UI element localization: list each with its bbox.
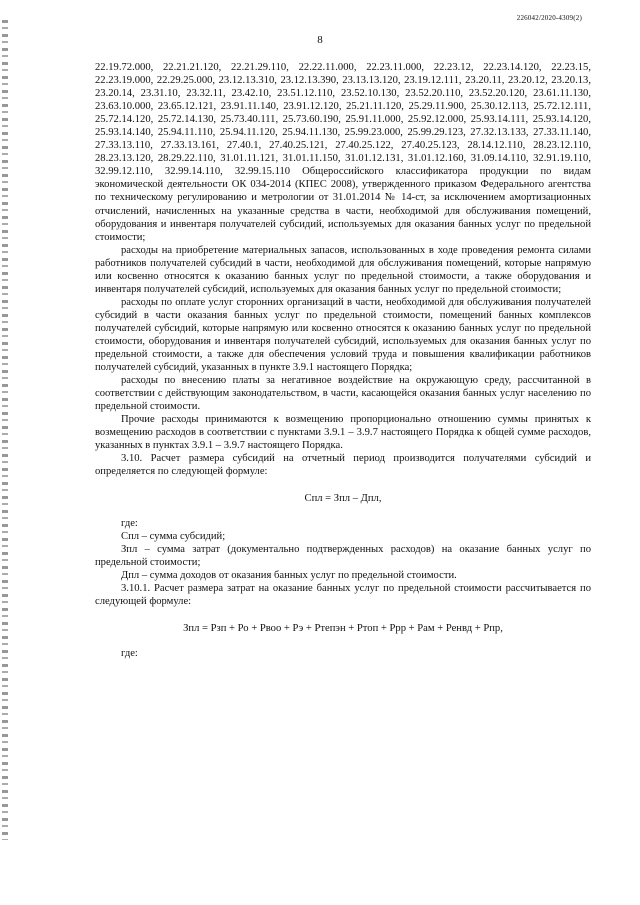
paragraph-environmental-fee: расходы по внесению платы за негативное воздействие на окружающую среду, рассчитанной в соответствии с действующим законодательством, в части, касающейся оказания банных услуг населению по предельной стоимости. — [95, 375, 591, 413]
paragraph-other-expenses: Прочие расходы принимаются к возмещению пропорционально отношению суммы принятых к возмещению расходов в соответствии с пунктами 3.9.1 – 3.9.7 настоящего Порядка к общей сумме расходов, указанных в пунктах 3.9.1 – 3.9.7 настоящего Порядка. — [95, 414, 591, 452]
margin-stamp-strip — [2, 20, 8, 840]
paragraph-material-expenses: расходы на приобретение материальных запасов, использованных в ходе проведения ремонта силами работников получателей субсидий в части, необходимой для обслуживания помещений, которые напрямую или косвенно относятся к оказанию банных услуг по предельной стоимости, а также оборудования и инвентаря получателей субсидий, используемых для оказания банных услуг по предельной стоимости; — [95, 244, 591, 295]
page-number: 8 — [317, 34, 323, 46]
where-label-2: где: — [121, 647, 138, 659]
definition-spl: Спл – сумма субсидий; — [121, 530, 226, 542]
paragraph-third-party-services: расходы по оплате услуг сторонних организаций в части, необходимой для обслуживания получателей субсидий в части оказания банных услуг по предельной стоимости, помещений банных комплексов получателей субсидий, которые напрямую или косвенно относятся к оказанию банных услуг по предельной стоимости, оборудования и инвентаря получателей субсидий, используемых для оказания банных услуг по предельной стоимости, а также для обеспечения условий труда и повышения квалификации работников получателей субсидий, указанных в пункте 3.9.1 настоящего Порядка; — [95, 296, 591, 374]
paragraph-section-3-10: 3.10. Расчет размера субсидий на отчетный период производится получателями субсидий и определяется по следующей формуле: — [95, 453, 591, 478]
formula-subsidy: Спл = Зпл – Дпл, — [304, 492, 382, 504]
definition-zpl: Зпл – сумма затрат (документально подтвержденных расходов) на оказание банных услуг по предельной стоимости; — [95, 543, 591, 568]
formula-costs: Зпл = Рзп + Ро + Рвоо + Рэ + Ртепэн + Ртоп + Ррр + Рам + Ренвд + Рпр, — [183, 622, 503, 634]
paragraph-codes-list: 22.19.72.000, 22.21.21.120, 22.21.29.110, 22.22.11.000, 22.23.11.000, 22.23.12, 22.23.14.120, 22.23.15, 22.23.19.000, 22.29.25.000, 23.12.13.310, 23.12.13.390, 23.13.13.120, 23.19.12.111, 23.20.11, 23.20.12, 23.20.13, 23.20.14, 23.31.10, 23.32.11, 23.42.10, 23.51.12.110, 23.52.10.130, 23.52.20.110, 23.52.20.120, 23.61.11.130, 23.63.10.000, 23.65.12.121, 23.91.11.140, 23.91.12.120, 25.21.11.120, 25.29.11.900, 25.30.12.113, 25.72.12.111, 25.72.14.120, 25.72.14.130, 25.73.40.111, 25.73.60.190, 25.91.11.000, 25.92.12.000, 25.93.14.111, 25.93.14.120, 25.93.14.140, 25.94.11.110, 25.94.11.120, 25.94.11.130, 25.99.23.000, 25.99.29.123, 27.32.13.133, 27.33.11.140, 27.33.13.110, 27.33.13.161, 27.40.1, 27.40.25.121, 27.40.25.122, 27.40.25.123, 28.14.12.110, 28.23.12.110, 28.23.13.120, 28.29.22.110, 31.01.11.121, 31.01.11.150, 31.01.12.131, 31.01.12.160, 31.09.14.110, 32.91.19.110, 32.99.12.110, 32.99.14.110, 32.99.15.110 Общероссийского классификатора продукции по видам экономической деятельности ОК 034-2014 (КПЕС 2008), утвержденного приказом Федерального агентства по техническому регулированию и метрологии от 31.01.2014 № 14-ст, за исключением амортизационных отчислений, начисленных на указанные средства в части, необходимой для обслуживания помещений, оборудования и инвентаря получателей субсидий, используемых для оказания банных услуг по предельной стоимости; — [95, 62, 591, 243]
paragraph-section-3-10-1: 3.10.1. Расчет размера затрат на оказание банных услуг по предельной стоимости рассчитывается по следующей формуле: — [95, 582, 591, 607]
document-number: 226042/2020-4309(2) — [516, 14, 582, 22]
where-label-1: где: — [121, 517, 138, 529]
document-body — [95, 61, 591, 660]
definition-dpl: Дпл – сумма доходов от оказания банных услуг по предельной стоимости. — [121, 569, 457, 581]
